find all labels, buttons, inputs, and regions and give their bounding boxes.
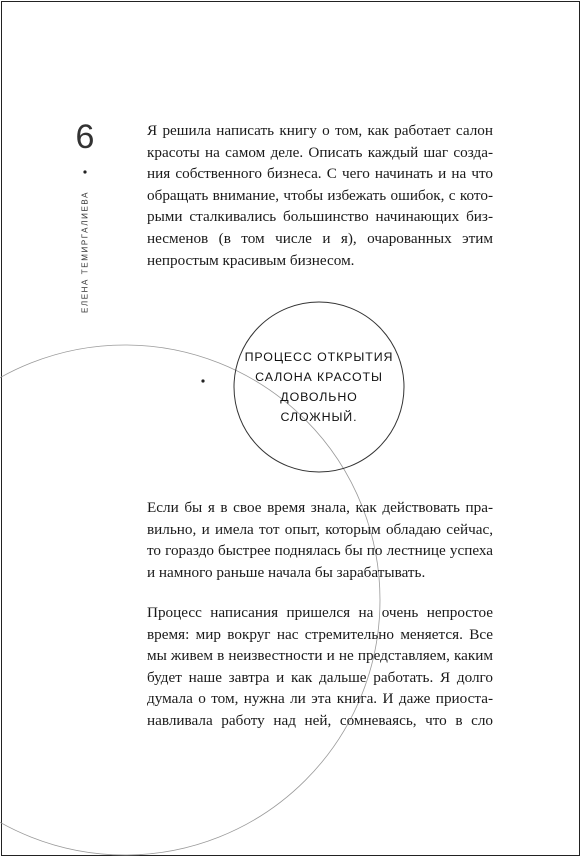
page-number: 6 [75,118,95,156]
body-paragraph-3: Процесс написания пришелся на очень непростое время: мир вокруг нас стремительно меняется. Все мы живем в неизвестности и не представляем, каким будет наше завтра и как дальше работать. Я долго думала о том, нужна ли эта книга. И даже приостанавливала работу над ней, сомневаясь, что в сло [147,604,493,729]
pull-quote-text: ПРОЦЕСС ОТКРЫТИЯ САЛОНА КРАСОТЫ ДОВОЛЬНО СЛОЖНЫЙ. [244,350,394,424]
arc-dot [201,379,204,382]
margin-dot [83,170,86,173]
pull-quote [232,304,406,470]
body-paragraph-2: Если бы я в свое время знала, как действовать правильно, и имела тот опыт, которым обладаю сейчас, то гораздо быстрее поднялась бы по лестнице успеха и намного раньше начала бы зарабатывать. [147,499,493,581]
body-paragraph-1: Я решила написать книгу о том, как работает салон красоты на самом деле. Описать каждый шаг создания собственного бизнеса. С чего начинать и на что обращать внимание, чтобы избежать ошибок, с которыми сталкивались большинство начинающих бизнесменов (в том числе и я), очарованных этим непростым красивым бизнесом. [147,122,493,269]
running-head-author: ЕЛЕНА ТЕМИРГАЛИЕВА [80,190,90,314]
